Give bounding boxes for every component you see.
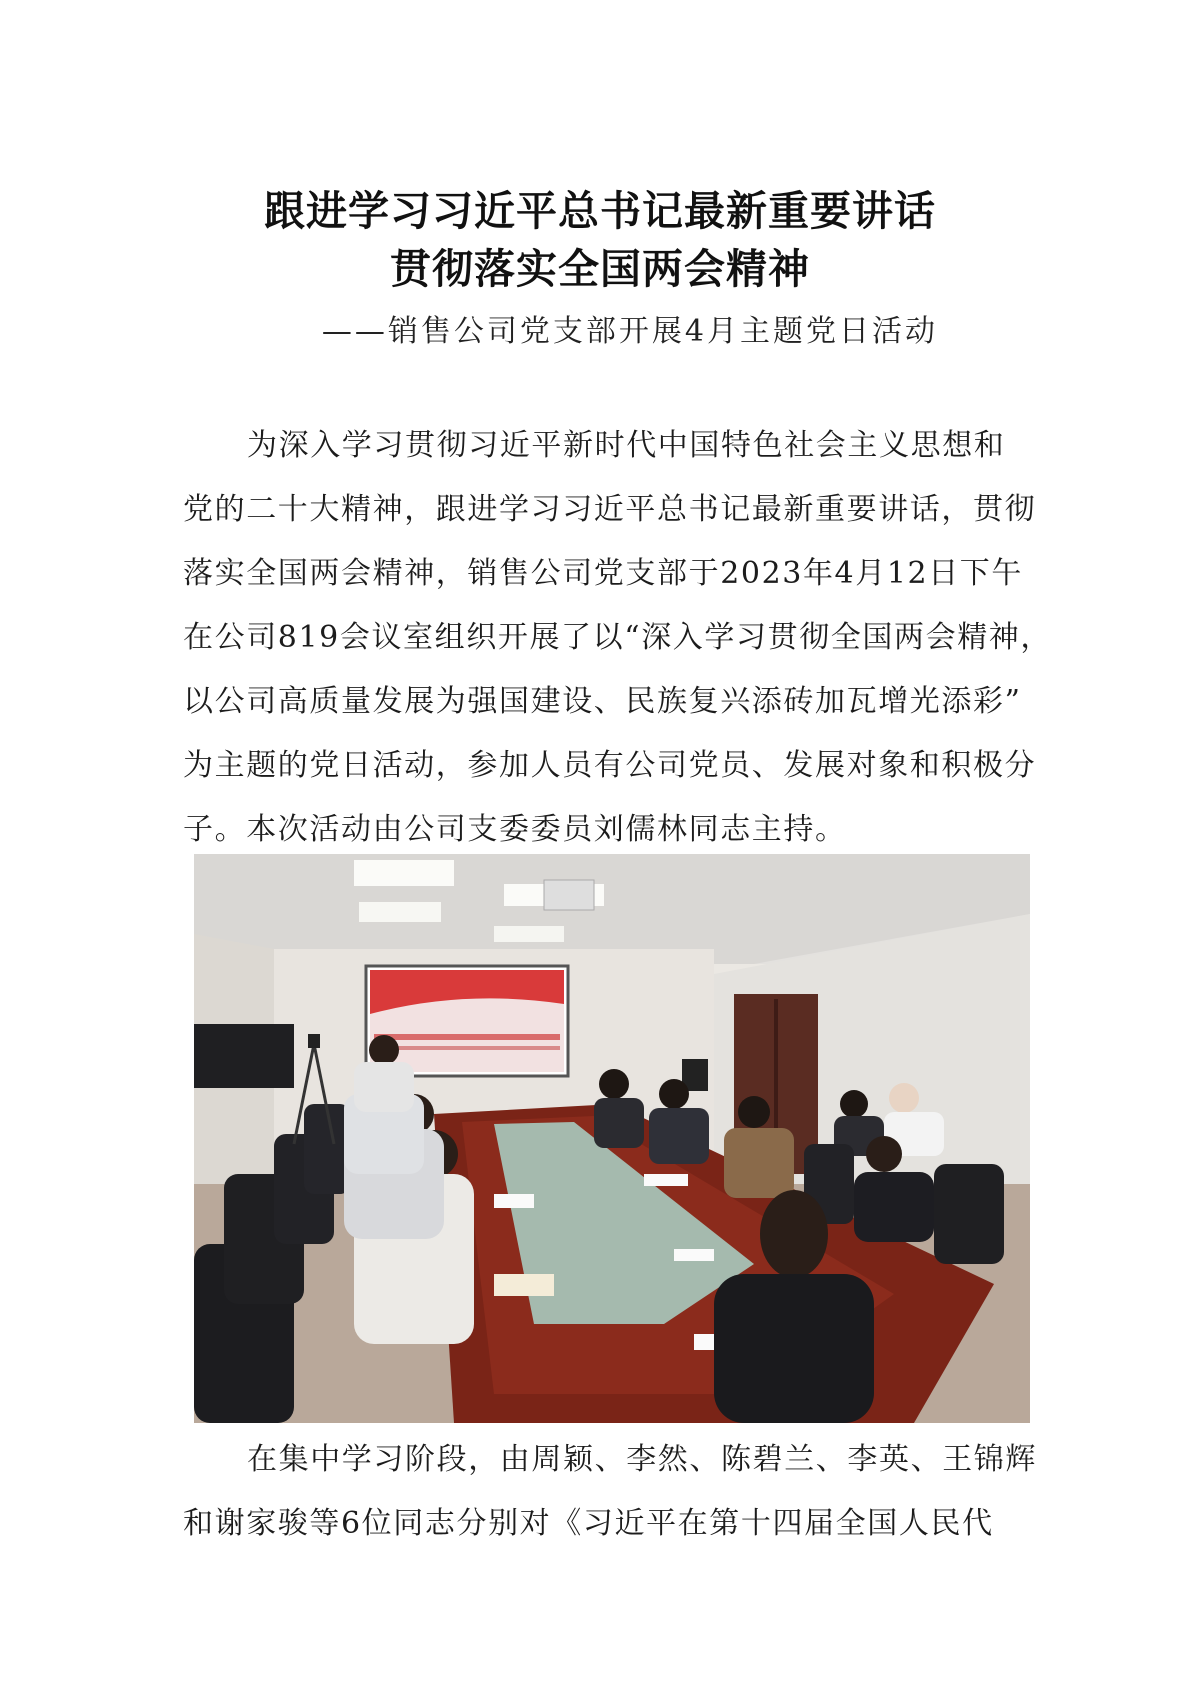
paragraph-2 <box>183 1428 1037 1556</box>
paragraph-line: 子。本次活动由公司支委委员刘儒林同志主持。 <box>183 812 847 847</box>
paragraph-line: 落实全国两会精神，销售公司党支部于2023年4月12日下午 <box>183 556 1024 591</box>
paragraph-line: 为主题的党日活动，参加人员有公司党员、发展对象和积极分 <box>183 748 1037 783</box>
subtitle: ——销售公司党支部开展4月主题党日活动 <box>321 314 938 349</box>
paragraph-line: 在集中学习阶段，由周颖、李然、陈碧兰、李英、王锦辉 <box>247 1442 1037 1477</box>
paragraph-line: 为深入学习贯彻习近平新时代中国特色社会主义思想和 <box>247 428 1006 463</box>
meeting-room-photo <box>194 854 1030 1423</box>
paragraph-line: 和谢家骏等6位同志分别对《习近平在第十四届全国人民代 <box>183 1506 994 1541</box>
paragraph-line: 党的二十大精神，跟进学习习近平总书记最新重要讲话，贯彻 <box>183 492 1037 527</box>
title-line-1: 跟进学习习近平总书记最新重要讲话 <box>264 187 936 235</box>
paragraph-line: 在公司819会议室组织开展了以“深入学习贯彻全国两会精神， <box>183 620 1052 655</box>
paragraph-1 <box>183 414 1052 862</box>
paragraph-line: 以公司高质量发展为强国建设、民族复兴添砖加瓦增光添彩” <box>183 684 1022 719</box>
title-line-2: 贯彻落实全国两会精神 <box>390 245 810 293</box>
